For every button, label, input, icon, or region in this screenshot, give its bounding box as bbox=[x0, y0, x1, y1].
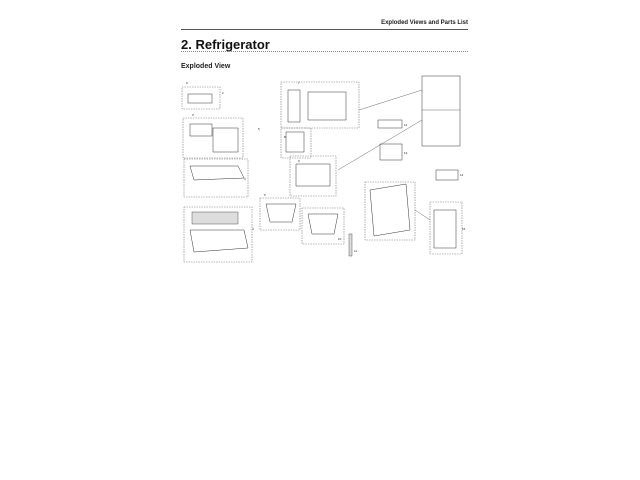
part-label: 8 bbox=[284, 135, 286, 139]
part-label: 7 bbox=[298, 81, 300, 85]
crisper-cover bbox=[190, 166, 244, 180]
title-rule bbox=[181, 51, 468, 52]
back-panel bbox=[434, 210, 456, 248]
part-label: 10 bbox=[338, 237, 342, 241]
bin-2 bbox=[308, 214, 338, 234]
part-label: 2 bbox=[222, 91, 224, 95]
part-label: 0 bbox=[186, 81, 188, 85]
door-panel bbox=[370, 184, 410, 236]
subsection-title: Exploded View bbox=[181, 63, 231, 70]
drawer-body bbox=[190, 230, 248, 252]
part-label: 11 bbox=[354, 249, 358, 253]
leader-line-1 bbox=[359, 90, 422, 110]
bin-1 bbox=[266, 204, 296, 222]
header-rule bbox=[181, 29, 468, 30]
shelf-part-1 bbox=[188, 94, 212, 103]
part-label: 13 bbox=[404, 151, 408, 155]
part-label: 9 bbox=[298, 159, 300, 163]
part-label: 4 bbox=[252, 227, 254, 231]
door-strip bbox=[349, 234, 352, 256]
hinge bbox=[436, 170, 458, 180]
control-panel bbox=[288, 90, 300, 122]
section-title: 2. Refrigerator bbox=[181, 37, 270, 52]
part-label: 0 bbox=[192, 113, 194, 117]
part-label: 15 bbox=[462, 227, 466, 231]
part-label: 3 bbox=[244, 177, 246, 181]
exploded-view-svg bbox=[178, 70, 470, 265]
leader-line-3 bbox=[415, 210, 430, 220]
part-label: 14 bbox=[460, 173, 464, 177]
part-label: 12 bbox=[404, 123, 408, 127]
part-label: 5 bbox=[258, 127, 260, 131]
exploded-view-diagram bbox=[178, 70, 470, 265]
control-housing bbox=[308, 92, 346, 120]
shelf-part-2 bbox=[190, 124, 212, 136]
refrigerator-cabinet bbox=[422, 76, 460, 146]
fan-assembly bbox=[296, 164, 330, 186]
shelf-part-3 bbox=[213, 128, 238, 152]
ice-maker bbox=[380, 144, 402, 160]
drawer-tray bbox=[192, 212, 238, 224]
part-label: 6 bbox=[264, 193, 266, 197]
running-header: Exploded Views and Parts List bbox=[381, 20, 468, 26]
ice-tray bbox=[378, 120, 402, 128]
duct-part bbox=[286, 132, 304, 152]
